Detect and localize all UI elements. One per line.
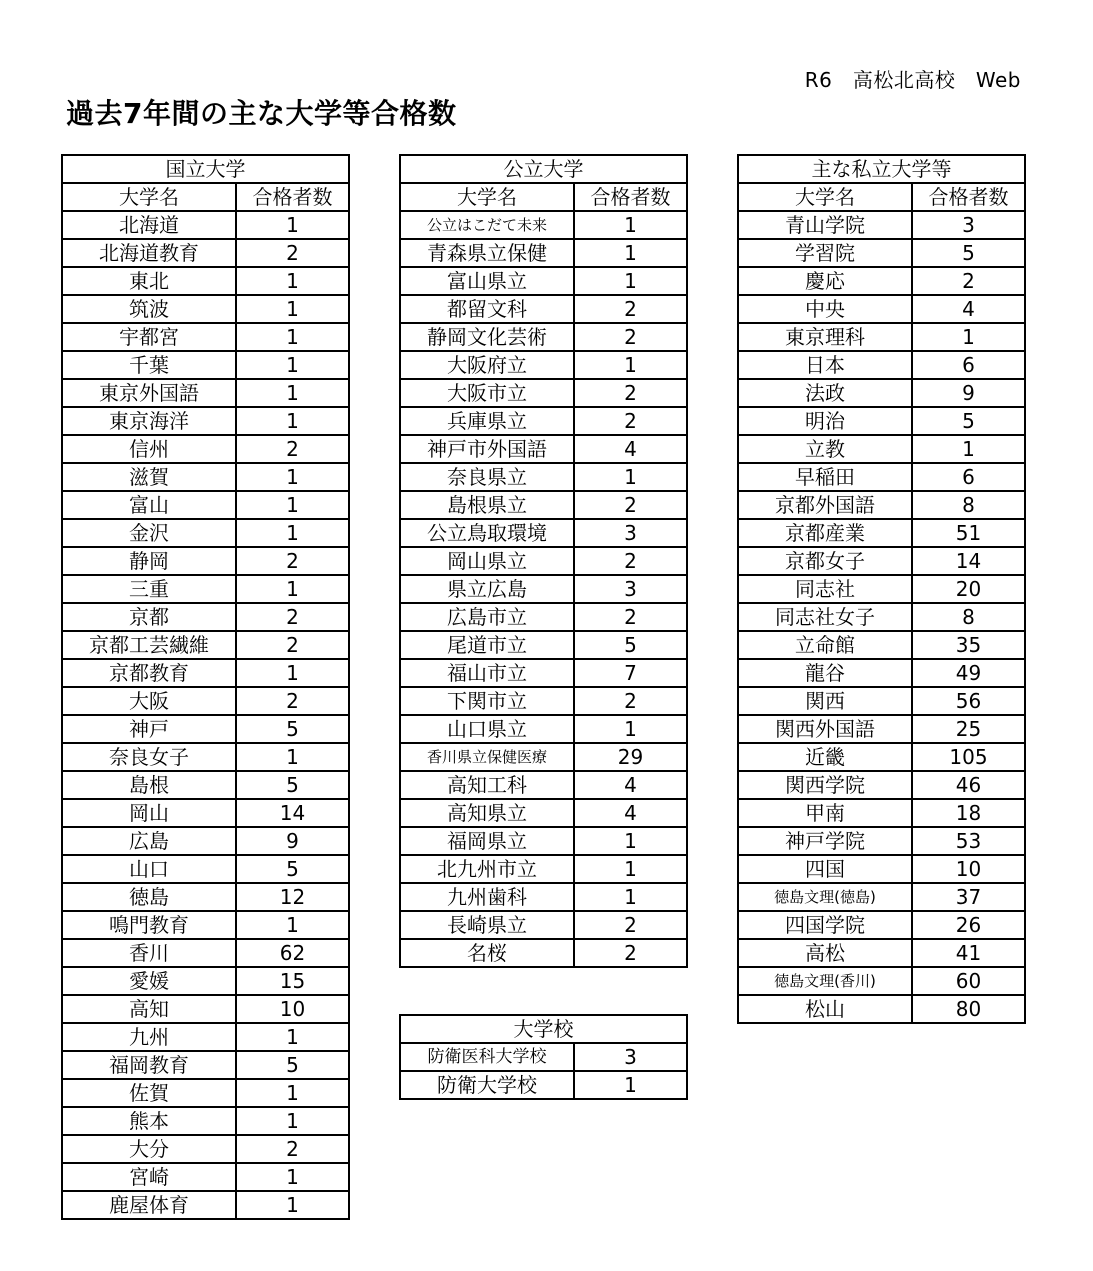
- table-row: [62, 575, 349, 603]
- university-name: 京都教育: [62, 659, 236, 687]
- university-name: 北海道: [62, 211, 236, 239]
- table-row: [400, 939, 687, 967]
- pass-count: 51: [912, 519, 1025, 547]
- university-name: 公立鳥取環境: [400, 519, 574, 547]
- pass-count: 1: [574, 351, 687, 379]
- table-row: [62, 659, 349, 687]
- pass-count: 2: [574, 687, 687, 715]
- university-name: 神戸: [62, 715, 236, 743]
- pass-count: 1: [236, 211, 349, 239]
- table-row: [738, 323, 1025, 351]
- table-row: [400, 295, 687, 323]
- table-row: [62, 771, 349, 799]
- document-tag: R6 高松北高校 Web: [804, 68, 1021, 92]
- table-row: [62, 1107, 349, 1135]
- pass-count: 2: [574, 491, 687, 519]
- table-row: [400, 911, 687, 939]
- university-name: 岡山県立: [400, 547, 574, 575]
- university-name: 山口県立: [400, 715, 574, 743]
- table-row: [400, 715, 687, 743]
- table-row: [738, 911, 1025, 939]
- university-name: 九州歯科: [400, 883, 574, 911]
- table-heading: 国立大学: [62, 155, 349, 183]
- university-name: 鳴門教育: [62, 911, 236, 939]
- table-row: [738, 659, 1025, 687]
- pass-count: 1: [236, 463, 349, 491]
- pass-count: 1: [236, 659, 349, 687]
- table-row: [738, 463, 1025, 491]
- university-name: 関西学院: [738, 771, 912, 799]
- column-header-count: 合格者数: [236, 183, 349, 211]
- table-row: [400, 379, 687, 407]
- table-row: [62, 911, 349, 939]
- table-row: [400, 855, 687, 883]
- university-name: 防衛医科大学校: [400, 1043, 574, 1071]
- pass-count: 5: [236, 771, 349, 799]
- table-row: [400, 1071, 687, 1099]
- table-row: [400, 1043, 687, 1071]
- table-row: [400, 351, 687, 379]
- university-name: 京都: [62, 603, 236, 631]
- university-name: 九州: [62, 1023, 236, 1051]
- university-name: 明治: [738, 407, 912, 435]
- pass-count: 2: [236, 239, 349, 267]
- table-row: [400, 659, 687, 687]
- pass-count: 1: [574, 239, 687, 267]
- pass-count: 2: [574, 603, 687, 631]
- table-row: [400, 407, 687, 435]
- pass-count: 1: [236, 379, 349, 407]
- university-name: 兵庫県立: [400, 407, 574, 435]
- table-row: [62, 743, 349, 771]
- pass-count: 1: [236, 407, 349, 435]
- table-row: [738, 547, 1025, 575]
- pass-count: 2: [236, 435, 349, 463]
- university-name: 三重: [62, 575, 236, 603]
- table-row: [62, 1079, 349, 1107]
- table-row: [62, 995, 349, 1023]
- pass-count: 53: [912, 827, 1025, 855]
- university-name: 長崎県立: [400, 911, 574, 939]
- pass-count: 2: [236, 603, 349, 631]
- table-row: [738, 883, 1025, 911]
- pass-count: 60: [912, 967, 1025, 995]
- pass-count: 3: [574, 575, 687, 603]
- table-row: [62, 1051, 349, 1079]
- university-name: 同志社: [738, 575, 912, 603]
- table-row: [62, 967, 349, 995]
- table-row: [62, 631, 349, 659]
- public-universities-table: [399, 154, 688, 968]
- pass-count: 15: [236, 967, 349, 995]
- table-row: [400, 883, 687, 911]
- pass-count: 1: [574, 715, 687, 743]
- table-row: [400, 491, 687, 519]
- pass-count: 9: [912, 379, 1025, 407]
- private-universities-table: [737, 154, 1026, 1024]
- university-name: 公立はこだて未来: [400, 211, 574, 239]
- university-name: 宮崎: [62, 1163, 236, 1191]
- university-name: 福山市立: [400, 659, 574, 687]
- pass-count: 62: [236, 939, 349, 967]
- table-heading: 主な私立大学等: [738, 155, 1025, 183]
- table-row: [62, 883, 349, 911]
- university-name: 徳島文理(徳島): [738, 883, 912, 911]
- pass-count: 1: [236, 911, 349, 939]
- table-row: [738, 351, 1025, 379]
- table-row: [738, 407, 1025, 435]
- pass-count: 46: [912, 771, 1025, 799]
- pass-count: 20: [912, 575, 1025, 603]
- page-title: 過去7年間の主な大学等合格数: [66, 97, 457, 130]
- university-name: 中央: [738, 295, 912, 323]
- pass-count: 1: [236, 1079, 349, 1107]
- table-row: [400, 799, 687, 827]
- national-universities-table: [61, 154, 350, 1220]
- university-name: 島根県立: [400, 491, 574, 519]
- table-heading: 大学校: [400, 1015, 687, 1043]
- pass-count: 29: [574, 743, 687, 771]
- table-row: [738, 435, 1025, 463]
- university-name: 徳島: [62, 883, 236, 911]
- table-row: [62, 1023, 349, 1051]
- university-name: 徳島文理(香川): [738, 967, 912, 995]
- university-name: 島根: [62, 771, 236, 799]
- university-name: 筑波: [62, 295, 236, 323]
- pass-count: 1: [236, 1107, 349, 1135]
- table-row: [62, 519, 349, 547]
- university-name: 関西外国語: [738, 715, 912, 743]
- university-name: 大阪: [62, 687, 236, 715]
- pass-count: 8: [912, 491, 1025, 519]
- pass-count: 1: [236, 743, 349, 771]
- pass-count: 1: [236, 1023, 349, 1051]
- university-name: 香川: [62, 939, 236, 967]
- pass-count: 1: [912, 323, 1025, 351]
- table-row: [62, 463, 349, 491]
- university-name: 神戸学院: [738, 827, 912, 855]
- university-name: 鹿屋体育: [62, 1191, 236, 1219]
- pass-count: 1: [574, 463, 687, 491]
- university-name: 奈良県立: [400, 463, 574, 491]
- university-name: 京都産業: [738, 519, 912, 547]
- pass-count: 5: [236, 715, 349, 743]
- pass-count: 1: [236, 491, 349, 519]
- pass-count: 25: [912, 715, 1025, 743]
- pass-count: 1: [912, 435, 1025, 463]
- pass-count: 10: [236, 995, 349, 1023]
- university-name: 東京海洋: [62, 407, 236, 435]
- university-name: 佐賀: [62, 1079, 236, 1107]
- table-row: [738, 687, 1025, 715]
- pass-count: 1: [574, 883, 687, 911]
- university-name: 尾道市立: [400, 631, 574, 659]
- pass-count: 5: [574, 631, 687, 659]
- table-row: [738, 939, 1025, 967]
- pass-count: 2: [236, 547, 349, 575]
- pass-count: 56: [912, 687, 1025, 715]
- table-row: [400, 547, 687, 575]
- university-name: 大阪府立: [400, 351, 574, 379]
- university-name: 同志社女子: [738, 603, 912, 631]
- table-row: [738, 491, 1025, 519]
- university-name: 高知県立: [400, 799, 574, 827]
- university-name: 大阪市立: [400, 379, 574, 407]
- table-row: [62, 687, 349, 715]
- table-row: [400, 631, 687, 659]
- university-name: 信州: [62, 435, 236, 463]
- table-row: [62, 603, 349, 631]
- pass-count: 1: [236, 351, 349, 379]
- table-row: [738, 603, 1025, 631]
- table-row: [62, 211, 349, 239]
- pass-count: 14: [912, 547, 1025, 575]
- pass-count: 2: [574, 323, 687, 351]
- university-name: 北海道教育: [62, 239, 236, 267]
- table-row: [738, 519, 1025, 547]
- table-row: [400, 211, 687, 239]
- university-name: 四国: [738, 855, 912, 883]
- university-name: 広島: [62, 827, 236, 855]
- table-row: [738, 827, 1025, 855]
- university-name: 青山学院: [738, 211, 912, 239]
- pass-count: 18: [912, 799, 1025, 827]
- university-name: 学習院: [738, 239, 912, 267]
- university-name: 防衛大学校: [400, 1071, 574, 1099]
- table-row: [62, 407, 349, 435]
- table-row: [400, 239, 687, 267]
- university-name: 静岡: [62, 547, 236, 575]
- university-name: 高知工科: [400, 771, 574, 799]
- table-row: [62, 799, 349, 827]
- table-row: [62, 939, 349, 967]
- table-row: [738, 239, 1025, 267]
- university-name: 高知: [62, 995, 236, 1023]
- table-row: [62, 491, 349, 519]
- table-row: [400, 743, 687, 771]
- pass-count: 1: [574, 211, 687, 239]
- university-name: 日本: [738, 351, 912, 379]
- university-name: 京都女子: [738, 547, 912, 575]
- university-name: 甲南: [738, 799, 912, 827]
- university-name: 宇都宮: [62, 323, 236, 351]
- university-name: 香川県立保健医療: [400, 743, 574, 771]
- university-name: 神戸市外国語: [400, 435, 574, 463]
- pass-count: 3: [574, 1043, 687, 1071]
- pass-count: 1: [236, 1163, 349, 1191]
- pass-count: 9: [236, 827, 349, 855]
- pass-count: 6: [912, 351, 1025, 379]
- university-name: 岡山: [62, 799, 236, 827]
- university-name: 山口: [62, 855, 236, 883]
- table-row: [62, 1191, 349, 1219]
- university-name: 立教: [738, 435, 912, 463]
- university-name: 京都工芸繊維: [62, 631, 236, 659]
- university-name: 東京理科: [738, 323, 912, 351]
- pass-count: 80: [912, 995, 1025, 1023]
- table-row: [62, 351, 349, 379]
- university-name: 高松: [738, 939, 912, 967]
- pass-count: 1: [574, 827, 687, 855]
- table-row: [400, 771, 687, 799]
- university-name: 熊本: [62, 1107, 236, 1135]
- university-name: 富山: [62, 491, 236, 519]
- table-row: [400, 435, 687, 463]
- table-row: [62, 547, 349, 575]
- university-name: 龍谷: [738, 659, 912, 687]
- table-row: [738, 267, 1025, 295]
- university-name: 都留文科: [400, 295, 574, 323]
- table-row: [738, 295, 1025, 323]
- university-name: 早稲田: [738, 463, 912, 491]
- pass-count: 6: [912, 463, 1025, 491]
- table-row: [62, 295, 349, 323]
- university-name: 広島市立: [400, 603, 574, 631]
- pass-count: 4: [574, 799, 687, 827]
- table-row: [400, 267, 687, 295]
- university-name: 金沢: [62, 519, 236, 547]
- pass-count: 4: [574, 771, 687, 799]
- table-row: [738, 799, 1025, 827]
- university-name: 名桜: [400, 939, 574, 967]
- university-name: 県立広島: [400, 575, 574, 603]
- table-row: [738, 379, 1025, 407]
- column-header-name: 大学名: [62, 183, 236, 211]
- university-name: 関西: [738, 687, 912, 715]
- table-row: [400, 603, 687, 631]
- pass-count: 14: [236, 799, 349, 827]
- academies-table: [399, 1014, 688, 1100]
- pass-count: 5: [236, 855, 349, 883]
- column-header-name: 大学名: [400, 183, 574, 211]
- pass-count: 105: [912, 743, 1025, 771]
- pass-count: 41: [912, 939, 1025, 967]
- pass-count: 7: [574, 659, 687, 687]
- table-row: [738, 631, 1025, 659]
- pass-count: 2: [574, 547, 687, 575]
- table-row: [62, 715, 349, 743]
- pass-count: 49: [912, 659, 1025, 687]
- pass-count: 1: [236, 1191, 349, 1219]
- university-name: 静岡文化芸術: [400, 323, 574, 351]
- pass-count: 2: [574, 911, 687, 939]
- university-name: 愛媛: [62, 967, 236, 995]
- table-row: [738, 575, 1025, 603]
- university-name: 北九州市立: [400, 855, 574, 883]
- university-name: 法政: [738, 379, 912, 407]
- pass-count: 1: [574, 267, 687, 295]
- pass-count: 2: [912, 267, 1025, 295]
- table-row: [62, 379, 349, 407]
- pass-count: 1: [236, 575, 349, 603]
- table-row: [400, 827, 687, 855]
- table-row: [400, 323, 687, 351]
- pass-count: 2: [236, 687, 349, 715]
- university-name: 四国学院: [738, 911, 912, 939]
- table-row: [62, 435, 349, 463]
- table-row: [400, 519, 687, 547]
- table-row: [738, 855, 1025, 883]
- pass-count: 4: [912, 295, 1025, 323]
- pass-count: 8: [912, 603, 1025, 631]
- pass-count: 1: [574, 1071, 687, 1099]
- university-name: 立命館: [738, 631, 912, 659]
- pass-count: 37: [912, 883, 1025, 911]
- table-row: [738, 715, 1025, 743]
- university-name: 東京外国語: [62, 379, 236, 407]
- pass-count: 26: [912, 911, 1025, 939]
- pass-count: 2: [236, 1135, 349, 1163]
- pass-count: 10: [912, 855, 1025, 883]
- pass-count: 1: [574, 855, 687, 883]
- university-name: 松山: [738, 995, 912, 1023]
- table-row: [738, 743, 1025, 771]
- university-name: 福岡県立: [400, 827, 574, 855]
- table-row: [400, 575, 687, 603]
- pass-count: 2: [574, 295, 687, 323]
- pass-count: 4: [574, 435, 687, 463]
- university-name: 千葉: [62, 351, 236, 379]
- university-name: 下関市立: [400, 687, 574, 715]
- pass-count: 2: [574, 407, 687, 435]
- table-row: [62, 239, 349, 267]
- pass-count: 3: [912, 211, 1025, 239]
- university-name: 京都外国語: [738, 491, 912, 519]
- pass-count: 12: [236, 883, 349, 911]
- pass-count: 1: [236, 323, 349, 351]
- university-name: 東北: [62, 267, 236, 295]
- pass-count: 5: [912, 239, 1025, 267]
- university-name: 滋賀: [62, 463, 236, 491]
- table-row: [62, 267, 349, 295]
- university-name: 富山県立: [400, 267, 574, 295]
- table-row: [62, 323, 349, 351]
- table-row: [738, 967, 1025, 995]
- university-name: 近畿: [738, 743, 912, 771]
- column-header-count: 合格者数: [574, 183, 687, 211]
- pass-count: 1: [236, 519, 349, 547]
- pass-count: 1: [236, 295, 349, 323]
- pass-count: 3: [574, 519, 687, 547]
- table-heading: 公立大学: [400, 155, 687, 183]
- university-name: 大分: [62, 1135, 236, 1163]
- column-header-name: 大学名: [738, 183, 912, 211]
- pass-count: 1: [236, 267, 349, 295]
- pass-count: 5: [912, 407, 1025, 435]
- pass-count: 2: [236, 631, 349, 659]
- table-row: [738, 771, 1025, 799]
- table-row: [62, 1163, 349, 1191]
- university-name: 青森県立保健: [400, 239, 574, 267]
- pass-count: 5: [236, 1051, 349, 1079]
- table-row: [62, 827, 349, 855]
- university-name: 福岡教育: [62, 1051, 236, 1079]
- table-row: [400, 463, 687, 491]
- university-name: 奈良女子: [62, 743, 236, 771]
- table-row: [62, 1135, 349, 1163]
- pass-count: 35: [912, 631, 1025, 659]
- table-row: [400, 687, 687, 715]
- pass-count: 2: [574, 939, 687, 967]
- column-header-count: 合格者数: [912, 183, 1025, 211]
- table-row: [738, 211, 1025, 239]
- university-name: 慶応: [738, 267, 912, 295]
- pass-count: 2: [574, 379, 687, 407]
- table-row: [62, 855, 349, 883]
- table-row: [738, 995, 1025, 1023]
